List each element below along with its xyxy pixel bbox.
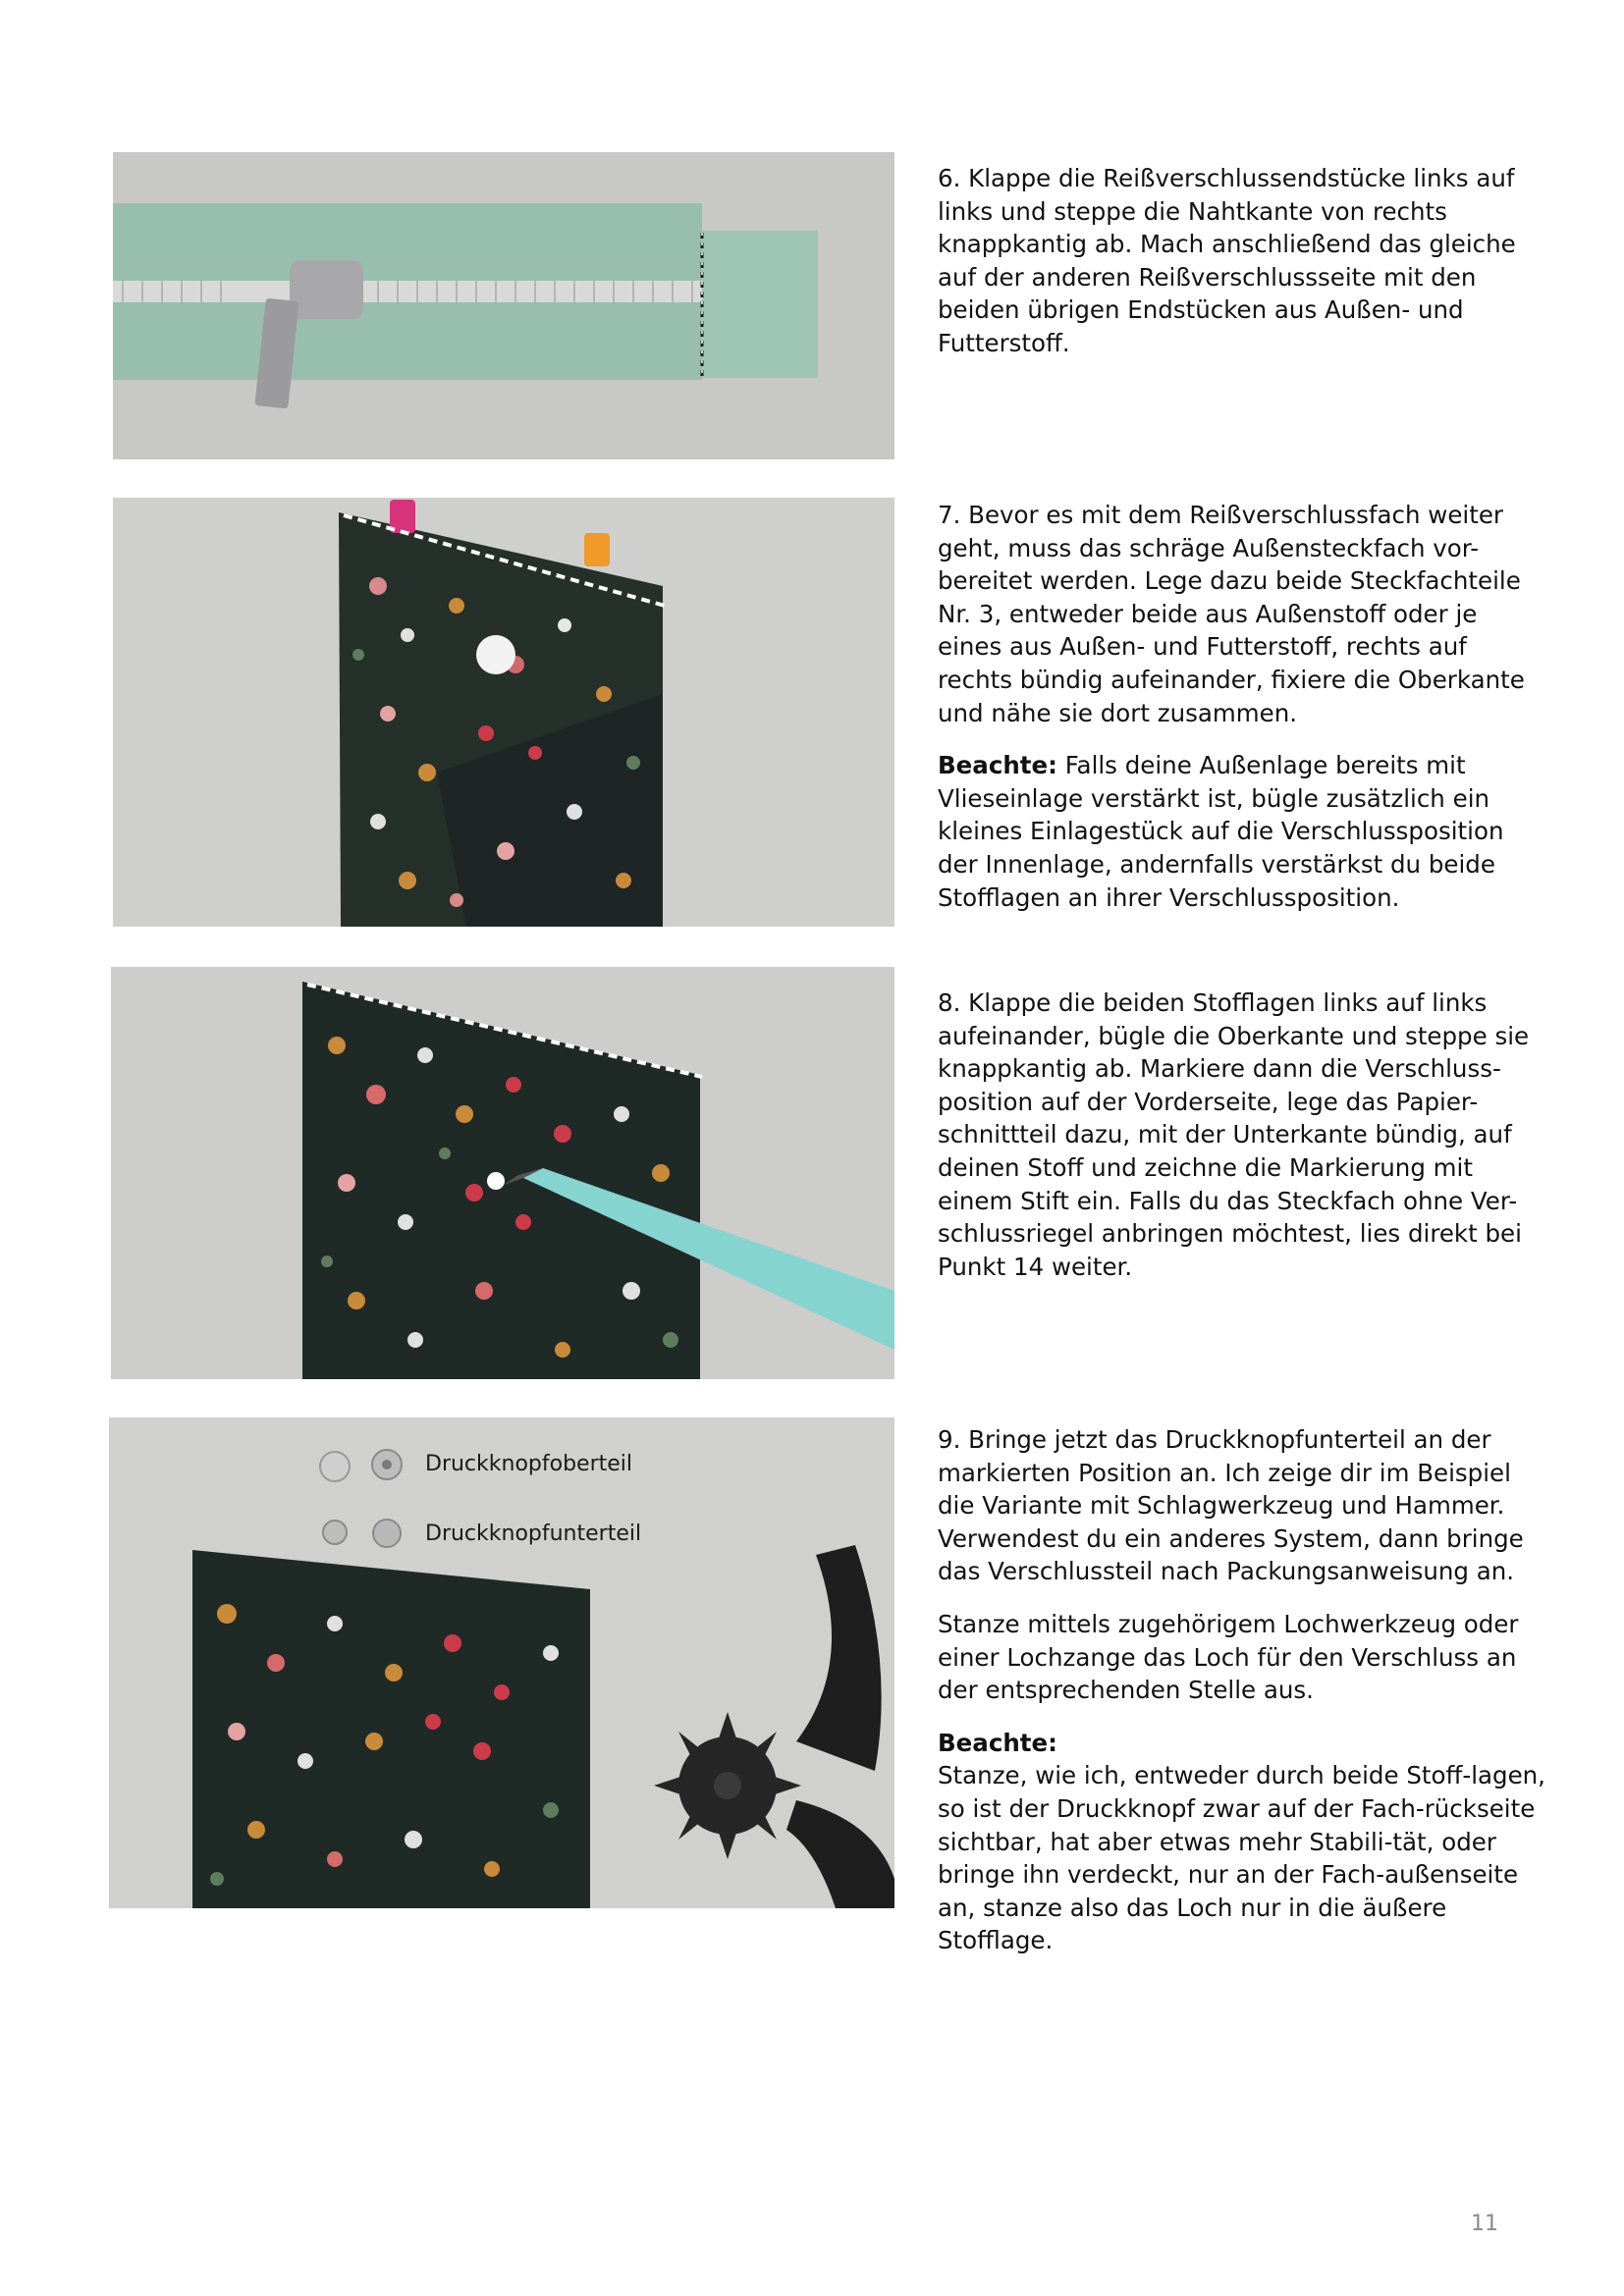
zipper-photo: [113, 152, 894, 459]
step-9-note-text: Stanze, wie ich, entweder durch beide Stoff-lagen, so ist der Druckknopf zwar auf der Fach-rückseite sichtbar, hat aber etwas mehr Stabili-tät, oder bringe ihn verdeckt, nur an der Fach-außenseite an, stanze also das Loch nur in die äußere Stofflage.: [938, 1761, 1545, 1955]
step-8-paragraph: 8. Klappe die beiden Stofflagen links auf links aufeinander, bügle die Oberkante und steppe sie knappkantig ab. Markiere dann die Verschluss-position auf der Vorderseite, lege das Papier-schnittteil dazu, mit der Unterkante bündig, auf deinen Stoff und zeichne die Markierung mit einem Stift ein. Falls du das Steckfach ohne Ver-schlussriegel anbringen möchtest, lies direkt bei Punkt 14 weiter.: [938, 988, 1530, 1281]
snap-punch-photo: [109, 1417, 894, 1908]
snap-top-label: Druckknopfoberteil: [425, 1452, 633, 1476]
step-7-paragraph: 7. Bevor es mit dem Reißverschlussfach weiter geht, muss das schräge Außensteckfach vor-bereitet werden. Lege dazu beide Steckfachteile Nr. 3, entweder beide aus Außenstoff oder je eines aus Außen- und Futterstoff, rechts auf rechts bündig aufeinander, fixiere die Oberkante und nähe sie dort zusammen.: [938, 501, 1525, 727]
step-7-text: [938, 499, 1546, 934]
step-6-text: [938, 162, 1546, 380]
step-9-note: [938, 1727, 1546, 1760]
step-6-paragraph: 6. Klappe die Reißverschlussendstücke links auf links und steppe die Nahtkante von rechts knappkantig ab. Mach anschließend das gleiche auf der anderen Reißverschlussseite mit den beiden übrigen Endstücken aus Außen- und Futterstoff.: [938, 164, 1516, 357]
fabric-clips-photo: [113, 498, 894, 927]
step-7-note-text: Falls deine Außenlage bereits mit Vlieseinlage verstärkt ist, bügle zusätzlich ein kleines Einlagestück auf die Verschlussposition der Innenlage, andernfalls verstärkst du beide Stofflagen an ihrer Verschlussposition.: [938, 751, 1504, 912]
fabric-pen-photo: [111, 967, 894, 1379]
step-9-paragraph-2: Stanze mittels zugehörigem Lochwerkzeug oder einer Lochzange das Loch für den Verschluss an der entsprechenden Stelle aus.: [938, 1609, 1519, 1705]
step-9-text: [938, 1423, 1546, 1977]
step-8-text: [938, 987, 1546, 1303]
snap-bottom-label: Druckknopfunterteil: [425, 1522, 642, 1546]
step-9-paragraph-1: 9. Bringe jetzt das Druckknopfunterteil an der markierten Position an. Ich zeige dir im Beispiel die Variante mit Schlagwerkzeug und Hammer. Verwendest du ein anderes System, dann bringe das Verschlussteil nach Packungsanweisung an.: [938, 1425, 1524, 1586]
page-number: 11: [1471, 2212, 1498, 2236]
step-7-note-label: Beachte:: [938, 751, 1057, 780]
step-7-note: [938, 749, 1546, 914]
step-9-note-label: Beachte:: [938, 1728, 1057, 1757]
